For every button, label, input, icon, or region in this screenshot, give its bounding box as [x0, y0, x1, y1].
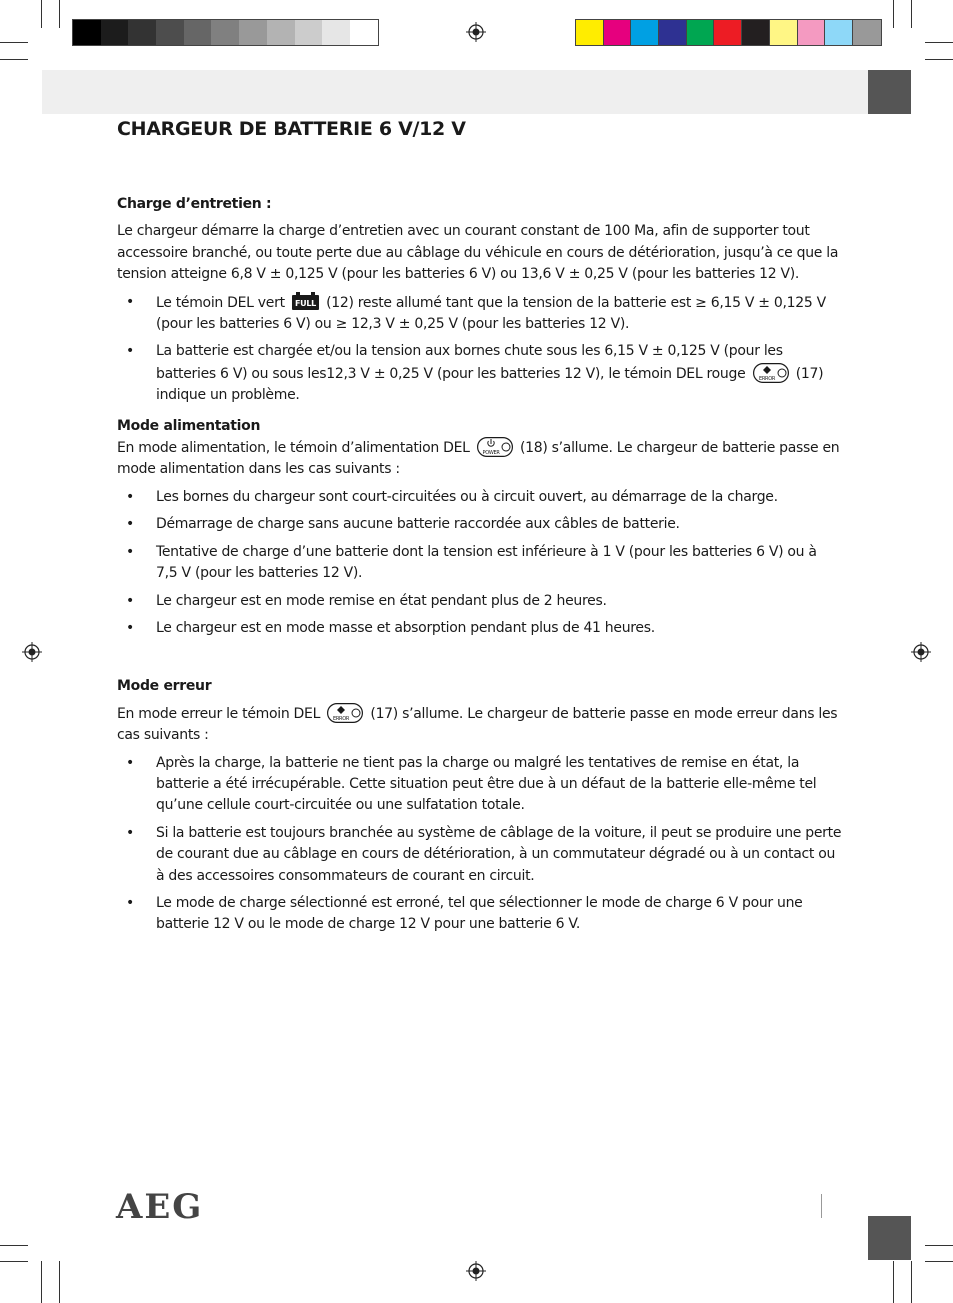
page-title: CHARGEUR DE BATTERIE 6 V/12 V — [117, 118, 466, 140]
item-text: Démarrage de charge sans aucune batterie raccordée aux câbles de batterie. — [156, 516, 680, 533]
crop-mark — [0, 1261, 28, 1262]
intro-text: En mode erreur le témoin DEL — [117, 705, 321, 722]
power-led-icon — [477, 437, 513, 457]
list-item — [117, 618, 842, 639]
item-text: Les bornes du chargeur sont court-circuitées ou à circuit ouvert, au démarrage de la charge. — [156, 488, 778, 505]
paragraph-alimentation — [117, 437, 842, 481]
battery-full-icon — [292, 292, 319, 310]
error-label: ERROR — [333, 715, 350, 722]
gray-color-bar — [72, 19, 379, 46]
bullet: • — [126, 543, 134, 560]
bullet: • — [126, 293, 134, 310]
corner-tab-top — [868, 70, 911, 114]
process-color-bar — [575, 19, 882, 46]
crop-mark — [911, 1261, 912, 1303]
bullet: • — [126, 343, 134, 360]
bullet: • — [126, 894, 134, 911]
section-heading-entretien: Charge d’entretien : — [117, 196, 272, 212]
bullet: • — [126, 824, 134, 841]
intro-text: (18) s’allume. Le chargeur de batterie passe en mode alimentation dans les cas suivants : — [117, 440, 840, 478]
paragraph-entretien: Le chargeur démarre la charge d’entretien avec un courant constant de 100 Ma, afin de supporter tout accessoire branché, ou toute perte due au câblage du véhicule en cours de détérioration, jusqu’à ce que la tension atteigne 6,8 V ± 0,125 V (pour les batteries 6 V) ou 13,6 V ± 0,25 V (pour les batteries 12 V). — [117, 223, 839, 283]
item-text: Le mode de charge sélectionné est erroné, tel que sélectionner le mode de charge 6 V pour une batterie 12 V ou le mode de charge 12 V pour une batterie 6 V. — [156, 894, 803, 933]
registration-mark-icon — [22, 642, 42, 662]
crop-mark — [911, 0, 912, 28]
crop-mark — [59, 1261, 60, 1303]
header-band — [42, 70, 868, 114]
footer-divider — [821, 1194, 822, 1218]
crop-mark — [925, 59, 953, 60]
registration-mark-icon — [911, 642, 931, 662]
section-heading-erreur: Mode erreur — [117, 678, 212, 695]
list-item — [117, 514, 842, 535]
registration-mark-icon — [466, 22, 486, 42]
paragraph-erreur — [117, 703, 842, 747]
item-text: Après la charge, la batterie ne tient pas la charge ou malgré les tentatives de remise en état, la batterie a été irrécupérable. Cette situation peut être due à un défaut de la batterie elle-même tel qu’une cellule court-circuitée ou une sulfatation totale. — [156, 754, 817, 814]
error-led-icon — [753, 363, 789, 383]
list-erreur — [117, 753, 842, 936]
intro-text: En mode alimentation, le témoin d’alimentation DEL — [117, 440, 470, 457]
item-text: Tentative de charge d’une batterie dont la tension est inférieure à 1 V (pour les batteries 6 V) ou à 7,5 V (pour les batteries 12 V). — [156, 543, 817, 582]
brand-logo: AEG — [116, 1187, 204, 1227]
bullet: • — [126, 592, 134, 609]
list-alimentation — [117, 487, 842, 639]
power-label: POWER — [482, 450, 500, 457]
crop-mark — [893, 0, 894, 28]
full-label: FULL — [294, 298, 316, 308]
crop-mark — [41, 0, 42, 28]
crop-mark — [0, 1245, 28, 1246]
list-item — [117, 823, 842, 887]
crop-mark — [41, 1261, 42, 1303]
error-label: ERROR — [758, 375, 775, 382]
list-item — [117, 542, 842, 585]
intro-text: (17) s’allume. Le chargeur de batterie passe en mode erreur dans les cas suivants : — [117, 705, 838, 744]
item-text: Le témoin DEL vert — [156, 294, 285, 311]
item-text: (17) indique un problème. — [156, 365, 824, 404]
bullet: • — [126, 516, 134, 533]
crop-mark — [925, 42, 953, 43]
item-text: Si la batterie est toujours branchée au système de câblage de la voiture, il peut se produire une perte de courant due au câblage en cours de détérioration, à un commutateur dégradé ou à un contact ou à des accessoires consommateurs de courant en circuit. — [156, 824, 842, 884]
document-body — [117, 194, 842, 942]
list-item — [117, 341, 842, 406]
bullet: • — [126, 619, 134, 636]
section-heading-alimentation: Mode alimentation — [117, 417, 261, 434]
item-text: Le chargeur est en mode masse et absorption pendant plus de 41 heures. — [156, 619, 655, 636]
bullet: • — [126, 488, 134, 505]
list-item — [117, 753, 842, 817]
corner-tab-bottom — [868, 1216, 911, 1260]
crop-mark — [59, 0, 60, 28]
bullet: • — [126, 754, 134, 771]
list-item — [117, 487, 842, 508]
registration-mark-icon — [466, 1261, 486, 1281]
crop-mark — [0, 42, 28, 43]
crop-mark — [925, 1245, 953, 1246]
list-item — [117, 591, 842, 612]
crop-mark — [925, 1261, 953, 1262]
item-text: (12) reste allumé tant que la tension de la batterie est ≥ 6,15 V ± 0,125 V (pour les batteries 6 V) ou ≥ 12,3 V ± 0,25 V (pour les batteries 12 V). — [156, 294, 826, 333]
list-item — [117, 292, 842, 336]
list-item — [117, 893, 842, 936]
item-text: La batterie est chargée et/ou la tension aux bornes chute sous les 6,15 V ± 0,125 V (pour les batteries 6 V) ou sous les12,3 V ± 0,25 V (pour les batteries 12 V), le témoin DEL rouge — [156, 343, 783, 382]
crop-mark — [893, 1261, 894, 1303]
crop-mark — [0, 59, 28, 60]
error-led-icon — [327, 703, 363, 723]
item-text: Le chargeur est en mode remise en état pendant plus de 2 heures. — [156, 592, 607, 609]
list-entretien — [117, 292, 842, 407]
